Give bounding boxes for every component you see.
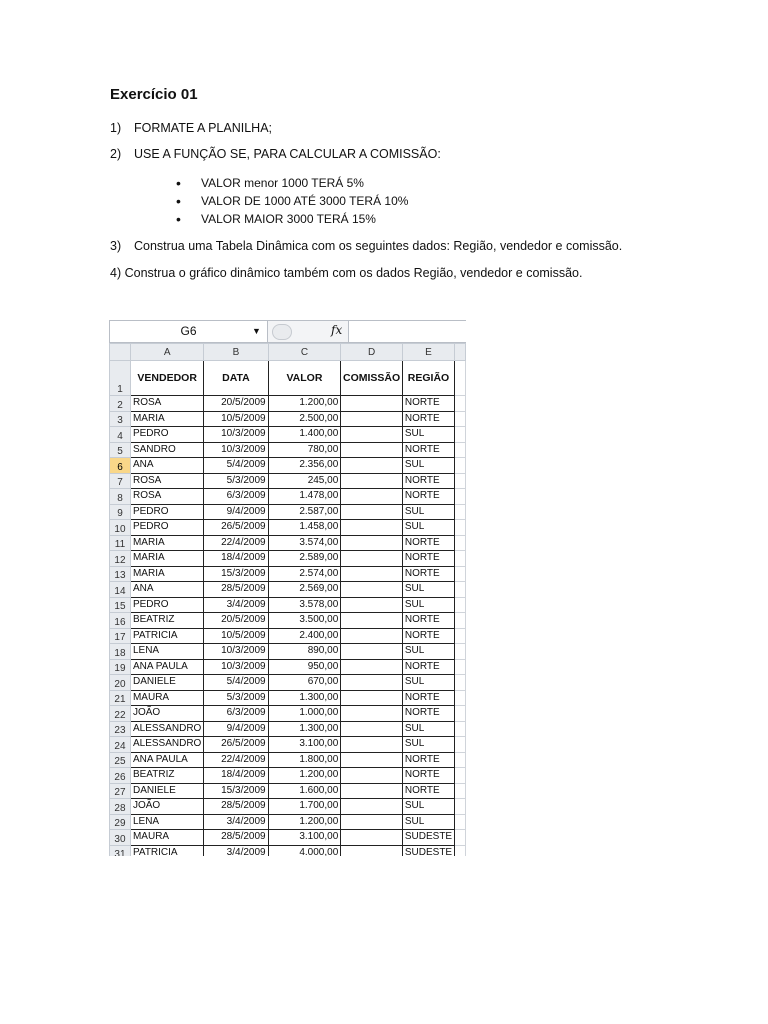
table-cell[interactable]: NORTE xyxy=(402,489,454,505)
table-cell[interactable]: ROSA xyxy=(130,473,203,489)
row-number[interactable]: 12 xyxy=(110,551,131,567)
table-cell[interactable]: 4.000,00 xyxy=(268,845,341,856)
table-row xyxy=(110,690,466,706)
table-cell[interactable]: SUL xyxy=(402,597,454,613)
table-cell[interactable]: 10/5/2009 xyxy=(204,628,268,644)
table-cell[interactable]: PEDRO xyxy=(130,520,203,536)
table-cell[interactable]: SUL xyxy=(402,582,454,598)
table-row xyxy=(110,597,466,613)
table-cell[interactable]: LENA xyxy=(130,814,203,830)
row-number[interactable]: 19 xyxy=(110,659,131,675)
table-row xyxy=(110,520,466,536)
row-number[interactable]: 26 xyxy=(110,768,131,784)
instruction-3-text: Construa uma Tabela Dinâmica com os seguintes dados: Região, vendedor e comissão. xyxy=(134,239,623,253)
table-cell[interactable]: LENA xyxy=(130,644,203,660)
table-cell[interactable] xyxy=(341,411,403,427)
table-cell[interactable]: 10/3/2009 xyxy=(204,427,268,443)
empty-cell[interactable] xyxy=(455,737,466,753)
empty-cell[interactable] xyxy=(455,442,466,458)
instruction-2-text: USE A FUNÇÃO SE, PARA CALCULAR A COMISSÃO: xyxy=(134,147,441,161)
table-cell[interactable]: 15/3/2009 xyxy=(204,566,268,582)
table-cell[interactable] xyxy=(341,628,403,644)
table-row xyxy=(110,613,466,629)
table-cell[interactable]: BEATRIZ xyxy=(130,768,203,784)
table-cell[interactable]: 780,00 xyxy=(268,442,341,458)
table-cell[interactable]: 3.100,00 xyxy=(268,737,341,753)
table-cell[interactable] xyxy=(341,675,403,691)
table-cell[interactable]: 2.574,00 xyxy=(268,566,341,582)
table-cell[interactable]: 10/3/2009 xyxy=(204,442,268,458)
table-cell[interactable]: NORTE xyxy=(402,551,454,567)
empty-cell[interactable] xyxy=(455,473,466,489)
table-cell[interactable]: 5/3/2009 xyxy=(204,690,268,706)
table-row xyxy=(110,830,466,846)
table-cell[interactable]: NORTE xyxy=(402,659,454,675)
table-cell[interactable] xyxy=(341,427,403,443)
column-header-empty[interactable] xyxy=(455,344,466,361)
table-cell[interactable]: SUL xyxy=(402,504,454,520)
table-cell[interactable]: 3/4/2009 xyxy=(204,597,268,613)
table-cell[interactable]: 28/5/2009 xyxy=(204,830,268,846)
empty-cell[interactable] xyxy=(455,582,466,598)
table-cell[interactable]: 1.800,00 xyxy=(268,752,341,768)
table-row xyxy=(110,752,466,768)
table-cell[interactable]: ANA PAULA xyxy=(130,659,203,675)
table-cell[interactable]: NORTE xyxy=(402,396,454,412)
empty-cell[interactable] xyxy=(455,675,466,691)
table-cell[interactable] xyxy=(341,613,403,629)
row-number[interactable]: 5 xyxy=(110,442,131,458)
table-cell[interactable]: 1.300,00 xyxy=(268,721,341,737)
formula-bar xyxy=(109,320,466,343)
table-cell[interactable]: 15/3/2009 xyxy=(204,783,268,799)
table-cell[interactable]: SUDESTE xyxy=(402,845,454,856)
table-cell[interactable] xyxy=(341,799,403,815)
empty-cell[interactable] xyxy=(455,628,466,644)
sheet-grid xyxy=(109,343,466,856)
formula-bar-handle-icon[interactable] xyxy=(272,324,292,340)
table-row xyxy=(110,442,466,458)
table-cell[interactable]: 10/3/2009 xyxy=(204,644,268,660)
table-cell[interactable]: 18/4/2009 xyxy=(204,768,268,784)
table-cell[interactable]: 10/3/2009 xyxy=(204,659,268,675)
table-cell[interactable]: 9/4/2009 xyxy=(204,721,268,737)
table-cell[interactable]: BEATRIZ xyxy=(130,613,203,629)
commission-rule: • VALOR DE 1000 ATÉ 3000 TERÁ 10% xyxy=(176,192,408,210)
table-cell[interactable] xyxy=(341,473,403,489)
column-header[interactable]: C xyxy=(268,344,341,361)
name-box-value: G6 xyxy=(180,324,197,338)
table-row xyxy=(110,644,466,660)
row-number[interactable]: 13 xyxy=(110,566,131,582)
table-cell[interactable] xyxy=(341,504,403,520)
table-cell[interactable]: SUL xyxy=(402,814,454,830)
table-cell[interactable]: 950,00 xyxy=(268,659,341,675)
table-row xyxy=(110,628,466,644)
table-cell[interactable]: NORTE xyxy=(402,535,454,551)
row-number[interactable]: 16 xyxy=(110,613,131,629)
row-number[interactable]: 24 xyxy=(110,737,131,753)
empty-cell[interactable] xyxy=(455,768,466,784)
row-number[interactable]: 31 xyxy=(110,845,131,856)
table-row xyxy=(110,737,466,753)
table-cell[interactable]: 3.574,00 xyxy=(268,535,341,551)
table-cell[interactable]: 2.356,00 xyxy=(268,458,341,474)
table-cell[interactable]: 18/4/2009 xyxy=(204,551,268,567)
table-cell[interactable] xyxy=(341,458,403,474)
row-number[interactable]: 28 xyxy=(110,799,131,815)
table-row xyxy=(110,535,466,551)
row-number[interactable]: 7 xyxy=(110,473,131,489)
row-number[interactable]: 23 xyxy=(110,721,131,737)
table-cell[interactable]: JOÃO xyxy=(130,706,203,722)
header-cell[interactable]: VALOR xyxy=(268,361,341,396)
empty-cell[interactable] xyxy=(455,396,466,412)
empty-cell[interactable] xyxy=(455,489,466,505)
table-cell[interactable]: NORTE xyxy=(402,473,454,489)
table-cell[interactable]: 9/4/2009 xyxy=(204,504,268,520)
empty-cell[interactable] xyxy=(455,504,466,520)
table-cell[interactable]: 1.600,00 xyxy=(268,783,341,799)
row-number[interactable]: 20 xyxy=(110,675,131,691)
table-cell[interactable]: 1.200,00 xyxy=(268,396,341,412)
column-header[interactable]: B xyxy=(204,344,268,361)
header-cell[interactable]: VENDEDOR xyxy=(130,361,203,396)
empty-cell[interactable] xyxy=(455,361,466,396)
table-cell[interactable]: 10/5/2009 xyxy=(204,411,268,427)
table-cell[interactable]: 890,00 xyxy=(268,644,341,660)
table-cell[interactable]: SUL xyxy=(402,737,454,753)
empty-cell[interactable] xyxy=(455,783,466,799)
empty-cell[interactable] xyxy=(455,644,466,660)
empty-cell[interactable] xyxy=(455,830,466,846)
row-number[interactable]: 21 xyxy=(110,690,131,706)
row-number[interactable]: 25 xyxy=(110,752,131,768)
table-cell[interactable] xyxy=(341,690,403,706)
table-cell[interactable]: 1.000,00 xyxy=(268,706,341,722)
row-number[interactable]: 6 xyxy=(110,458,131,474)
instruction-1-number: 1) xyxy=(110,121,122,135)
table-cell[interactable] xyxy=(341,644,403,660)
column-header[interactable]: A xyxy=(130,344,203,361)
row-number[interactable]: 3 xyxy=(110,411,131,427)
row-number[interactable]: 8 xyxy=(110,489,131,505)
table-cell[interactable]: 20/5/2009 xyxy=(204,613,268,629)
table-cell[interactable] xyxy=(341,489,403,505)
document-title: Exercício 01 xyxy=(110,86,198,103)
table-cell[interactable] xyxy=(341,659,403,675)
table-row xyxy=(110,473,466,489)
table-cell[interactable]: MAURA xyxy=(130,830,203,846)
table-cell[interactable]: PEDRO xyxy=(130,504,203,520)
empty-cell[interactable] xyxy=(455,845,466,856)
empty-cell[interactable] xyxy=(455,814,466,830)
row-number[interactable]: 17 xyxy=(110,628,131,644)
table-cell[interactable]: 3/4/2009 xyxy=(204,845,268,856)
table-cell[interactable] xyxy=(341,566,403,582)
instruction-1-text: FORMATE A PLANILHA; xyxy=(134,121,273,135)
table-cell[interactable] xyxy=(341,752,403,768)
table-row xyxy=(110,504,466,520)
row-number[interactable]: 22 xyxy=(110,706,131,722)
table-cell[interactable]: 2.500,00 xyxy=(268,411,341,427)
table-cell[interactable]: 1.200,00 xyxy=(268,814,341,830)
dropdown-arrow-icon[interactable]: ▼ xyxy=(252,326,261,336)
table-row xyxy=(110,582,466,598)
table-row xyxy=(110,814,466,830)
table-cell[interactable] xyxy=(341,737,403,753)
row-number[interactable]: 1 xyxy=(110,361,131,396)
row-number[interactable]: 14 xyxy=(110,582,131,598)
table-cell[interactable]: 22/4/2009 xyxy=(204,752,268,768)
table-cell[interactable]: SUL xyxy=(402,675,454,691)
table-cell[interactable]: ROSA xyxy=(130,396,203,412)
table-cell[interactable] xyxy=(341,814,403,830)
table-cell[interactable] xyxy=(341,768,403,784)
table-cell[interactable]: ROSA xyxy=(130,489,203,505)
table-cell[interactable]: 3/4/2009 xyxy=(204,814,268,830)
table-row xyxy=(110,427,466,443)
table-cell[interactable]: ALESSANDRO xyxy=(130,737,203,753)
table-cell[interactable]: 28/5/2009 xyxy=(204,799,268,815)
table-cell[interactable]: ANA PAULA xyxy=(130,752,203,768)
empty-cell[interactable] xyxy=(455,551,466,567)
row-number[interactable]: 9 xyxy=(110,504,131,520)
instruction-4: 4) Construa o gráfico dinâmico também com os dados Região, vendedor e comissão. xyxy=(110,266,583,280)
header-cell[interactable]: COMISSÃO xyxy=(341,361,403,396)
table-cell[interactable]: 20/5/2009 xyxy=(204,396,268,412)
table-cell[interactable]: PATRICIA xyxy=(130,628,203,644)
spreadsheet xyxy=(109,320,466,856)
row-number[interactable]: 4 xyxy=(110,427,131,443)
empty-cell[interactable] xyxy=(455,535,466,551)
select-all-corner[interactable] xyxy=(110,344,131,361)
table-cell[interactable]: 3.100,00 xyxy=(268,830,341,846)
empty-cell[interactable] xyxy=(455,690,466,706)
table-row xyxy=(110,458,466,474)
table-cell[interactable] xyxy=(341,706,403,722)
table-row xyxy=(110,768,466,784)
table-cell[interactable]: 3.578,00 xyxy=(268,597,341,613)
empty-cell[interactable] xyxy=(455,520,466,536)
column-header-row xyxy=(110,344,466,361)
table-cell[interactable]: SUDESTE xyxy=(402,830,454,846)
table-cell[interactable]: MARIA xyxy=(130,411,203,427)
table-row xyxy=(110,706,466,722)
table-cell[interactable]: MARIA xyxy=(130,551,203,567)
table-row xyxy=(110,551,466,567)
table-cell[interactable]: NORTE xyxy=(402,442,454,458)
table-cell[interactable]: 26/5/2009 xyxy=(204,737,268,753)
table-cell[interactable]: 2.589,00 xyxy=(268,551,341,567)
empty-cell[interactable] xyxy=(455,721,466,737)
name-box[interactable] xyxy=(110,321,268,342)
instruction-1 xyxy=(110,121,272,135)
row-number[interactable]: 18 xyxy=(110,644,131,660)
table-cell[interactable]: SUL xyxy=(402,721,454,737)
commission-rule: • VALOR menor 1000 TERÁ 5% xyxy=(176,174,408,192)
table-cell[interactable]: 3.500,00 xyxy=(268,613,341,629)
table-row xyxy=(110,845,466,856)
row-number[interactable]: 10 xyxy=(110,520,131,536)
commission-rule: • VALOR MAIOR 3000 TERÁ 15% xyxy=(176,210,408,228)
table-cell[interactable] xyxy=(341,721,403,737)
table-cell[interactable] xyxy=(341,830,403,846)
table-cell[interactable]: 22/4/2009 xyxy=(204,535,268,551)
sheet-body xyxy=(110,361,466,857)
table-cell[interactable]: JOÃO xyxy=(130,799,203,815)
table-row xyxy=(110,721,466,737)
table-cell[interactable]: SUL xyxy=(402,799,454,815)
table-cell[interactable]: SUL xyxy=(402,520,454,536)
table-header-row xyxy=(110,361,466,396)
instruction-3 xyxy=(110,239,622,253)
empty-cell[interactable] xyxy=(455,659,466,675)
empty-cell[interactable] xyxy=(455,706,466,722)
table-cell[interactable]: MARIA xyxy=(130,566,203,582)
empty-cell[interactable] xyxy=(455,566,466,582)
table-cell[interactable] xyxy=(341,582,403,598)
column-header[interactable]: D xyxy=(341,344,403,361)
table-row xyxy=(110,566,466,582)
table-cell[interactable]: 1.700,00 xyxy=(268,799,341,815)
row-number[interactable]: 11 xyxy=(110,535,131,551)
row-number[interactable]: 29 xyxy=(110,814,131,830)
table-cell[interactable] xyxy=(341,551,403,567)
table-row xyxy=(110,411,466,427)
table-cell[interactable] xyxy=(341,442,403,458)
table-cell[interactable]: NORTE xyxy=(402,690,454,706)
table-cell[interactable]: SANDRO xyxy=(130,442,203,458)
table-cell[interactable]: 28/5/2009 xyxy=(204,582,268,598)
table-cell[interactable]: 5/4/2009 xyxy=(204,675,268,691)
empty-cell[interactable] xyxy=(455,613,466,629)
empty-cell[interactable] xyxy=(455,411,466,427)
table-cell[interactable]: 1.458,00 xyxy=(268,520,341,536)
instruction-2-number: 2) xyxy=(110,147,122,161)
table-cell[interactable]: 2.569,00 xyxy=(268,582,341,598)
table-cell[interactable]: ANA xyxy=(130,458,203,474)
table-cell[interactable]: NORTE xyxy=(402,566,454,582)
table-cell[interactable]: PATRICIA xyxy=(130,845,203,856)
table-cell[interactable]: NORTE xyxy=(402,411,454,427)
table-row xyxy=(110,783,466,799)
table-cell[interactable]: SUL xyxy=(402,427,454,443)
row-number[interactable]: 2 xyxy=(110,396,131,412)
empty-cell[interactable] xyxy=(455,458,466,474)
table-cell[interactable]: ANA xyxy=(130,582,203,598)
row-number[interactable]: 27 xyxy=(110,783,131,799)
empty-cell[interactable] xyxy=(455,799,466,815)
commission-rules-list xyxy=(176,174,408,228)
header-cell[interactable]: DATA xyxy=(204,361,268,396)
table-cell[interactable]: PEDRO xyxy=(130,427,203,443)
table-cell[interactable]: 6/3/2009 xyxy=(204,489,268,505)
insert-function-icon[interactable]: fx xyxy=(331,323,343,337)
instruction-3-number: 3) xyxy=(110,239,122,253)
instruction-2 xyxy=(110,147,441,161)
empty-cell[interactable] xyxy=(455,752,466,768)
table-row xyxy=(110,489,466,505)
formula-input[interactable] xyxy=(348,321,466,342)
table-cell[interactable]: DANIELE xyxy=(130,783,203,799)
table-row xyxy=(110,659,466,675)
table-cell[interactable] xyxy=(341,597,403,613)
table-cell[interactable]: 670,00 xyxy=(268,675,341,691)
table-cell[interactable]: 2.400,00 xyxy=(268,628,341,644)
table-cell[interactable]: DANIELE xyxy=(130,675,203,691)
table-cell[interactable]: SUL xyxy=(402,644,454,660)
table-cell[interactable]: 1.478,00 xyxy=(268,489,341,505)
table-row xyxy=(110,396,466,412)
table-cell[interactable] xyxy=(341,783,403,799)
table-cell[interactable]: 245,00 xyxy=(268,473,341,489)
table-cell[interactable] xyxy=(341,535,403,551)
table-cell[interactable]: NORTE xyxy=(402,768,454,784)
empty-cell[interactable] xyxy=(455,427,466,443)
table-cell[interactable] xyxy=(341,396,403,412)
table-cell[interactable]: SUL xyxy=(402,458,454,474)
table-cell[interactable]: 5/4/2009 xyxy=(204,458,268,474)
table-cell[interactable]: MAURA xyxy=(130,690,203,706)
table-cell[interactable]: 6/3/2009 xyxy=(204,706,268,722)
table-row xyxy=(110,799,466,815)
table-cell[interactable]: 2.587,00 xyxy=(268,504,341,520)
row-number[interactable]: 15 xyxy=(110,597,131,613)
table-cell[interactable]: 1.300,00 xyxy=(268,690,341,706)
table-cell[interactable]: NORTE xyxy=(402,706,454,722)
table-row xyxy=(110,675,466,691)
table-cell[interactable]: 1.200,00 xyxy=(268,768,341,784)
table-cell[interactable]: NORTE xyxy=(402,628,454,644)
table-cell[interactable]: NORTE xyxy=(402,613,454,629)
table-cell[interactable]: NORTE xyxy=(402,783,454,799)
table-cell[interactable]: PEDRO xyxy=(130,597,203,613)
table-cell[interactable]: MARIA xyxy=(130,535,203,551)
table-cell[interactable]: NORTE xyxy=(402,752,454,768)
empty-cell[interactable] xyxy=(455,597,466,613)
table-cell[interactable]: 26/5/2009 xyxy=(204,520,268,536)
header-cell[interactable]: REGIÃO xyxy=(402,361,454,396)
table-cell[interactable]: ALESSANDRO xyxy=(130,721,203,737)
table-cell[interactable]: 5/3/2009 xyxy=(204,473,268,489)
column-header[interactable]: E xyxy=(402,344,454,361)
table-cell[interactable] xyxy=(341,520,403,536)
row-number[interactable]: 30 xyxy=(110,830,131,846)
table-cell[interactable] xyxy=(341,845,403,856)
table-cell[interactable]: 1.400,00 xyxy=(268,427,341,443)
